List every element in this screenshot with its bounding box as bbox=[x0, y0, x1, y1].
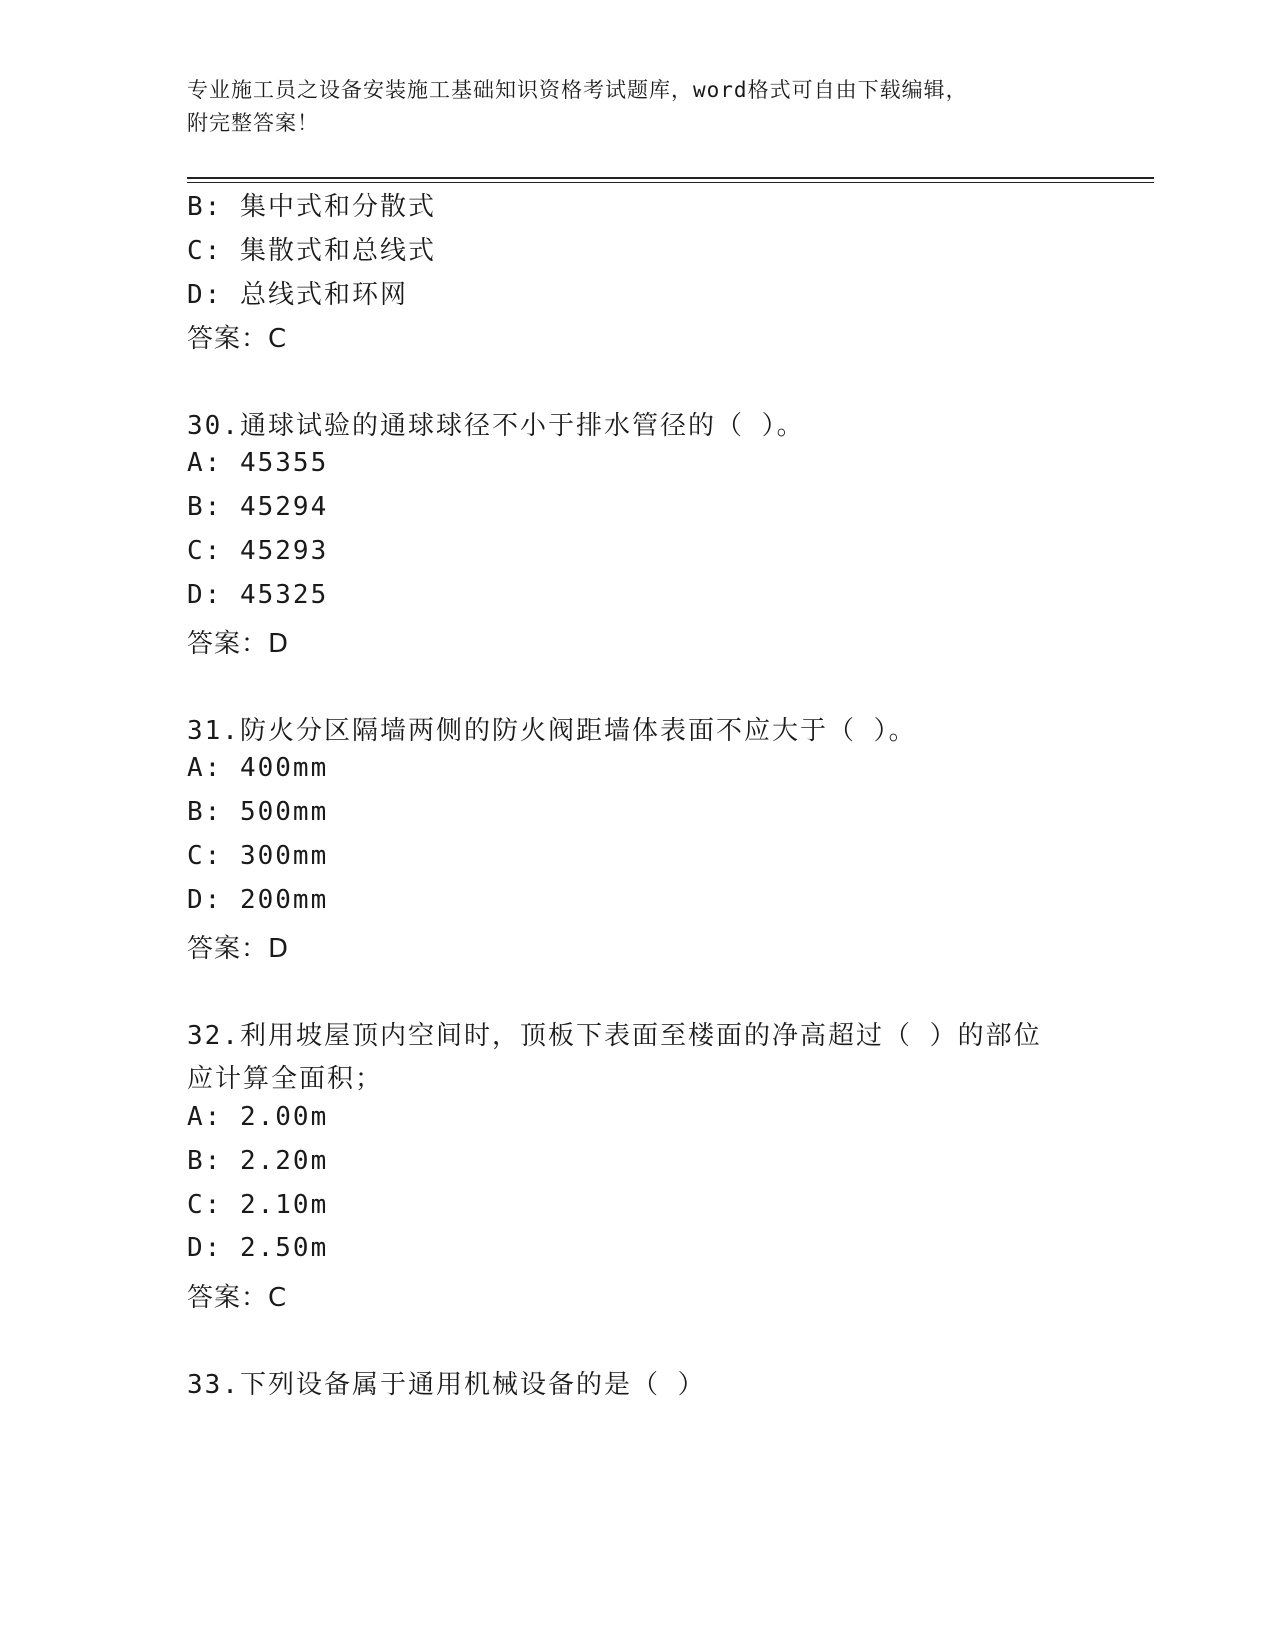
option-c: C: 45293 bbox=[187, 536, 329, 566]
option-c: C: 集散式和总线式 bbox=[187, 236, 436, 266]
header-line-1: 专业施工员之设备安装施工基础知识资格考试题库，word格式可自由下载编辑， bbox=[187, 78, 968, 102]
option-d: D: 200mm bbox=[187, 885, 329, 915]
option-c: C: 300mm bbox=[187, 841, 329, 871]
option-c: C: 2.10m bbox=[187, 1190, 329, 1220]
answer: 答案：D bbox=[187, 934, 290, 964]
option-d: D: 45325 bbox=[187, 580, 329, 610]
option-a: A: 45355 bbox=[187, 448, 329, 478]
question-32-continued: 应计算全面积； bbox=[187, 1064, 384, 1094]
option-a: A: 2.00m bbox=[187, 1102, 329, 1132]
option-a: A: 400mm bbox=[187, 753, 329, 783]
option-b: B: 500mm bbox=[187, 797, 329, 827]
answer: 答案：C bbox=[187, 1283, 288, 1313]
answer: 答案：C bbox=[187, 324, 288, 354]
option-b: B: 集中式和分散式 bbox=[187, 192, 436, 222]
question-31: 31.防火分区隔墙两侧的防火阀距墙体表面不应大于（ ）。 bbox=[187, 716, 917, 746]
document-header bbox=[187, 74, 1067, 140]
option-b: B: 45294 bbox=[187, 492, 329, 522]
option-d: D: 2.50m bbox=[187, 1233, 329, 1263]
question-32: 32.利用坡屋顶内空间时，顶板下表面至楼面的净高超过（ ）的部位 bbox=[187, 1021, 1042, 1051]
answer: 答案：D bbox=[187, 629, 290, 659]
option-d: D: 总线式和环网 bbox=[187, 280, 408, 310]
option-b: B: 2.20m bbox=[187, 1146, 329, 1176]
header-line-2: 附完整答案！ bbox=[187, 111, 319, 135]
header-divider bbox=[187, 177, 1154, 183]
question-33: 33.下列设备属于通用机械设备的是（ ） bbox=[187, 1370, 706, 1400]
question-30: 30.通球试验的通球球径不小于排水管径的（ ）。 bbox=[187, 411, 805, 441]
